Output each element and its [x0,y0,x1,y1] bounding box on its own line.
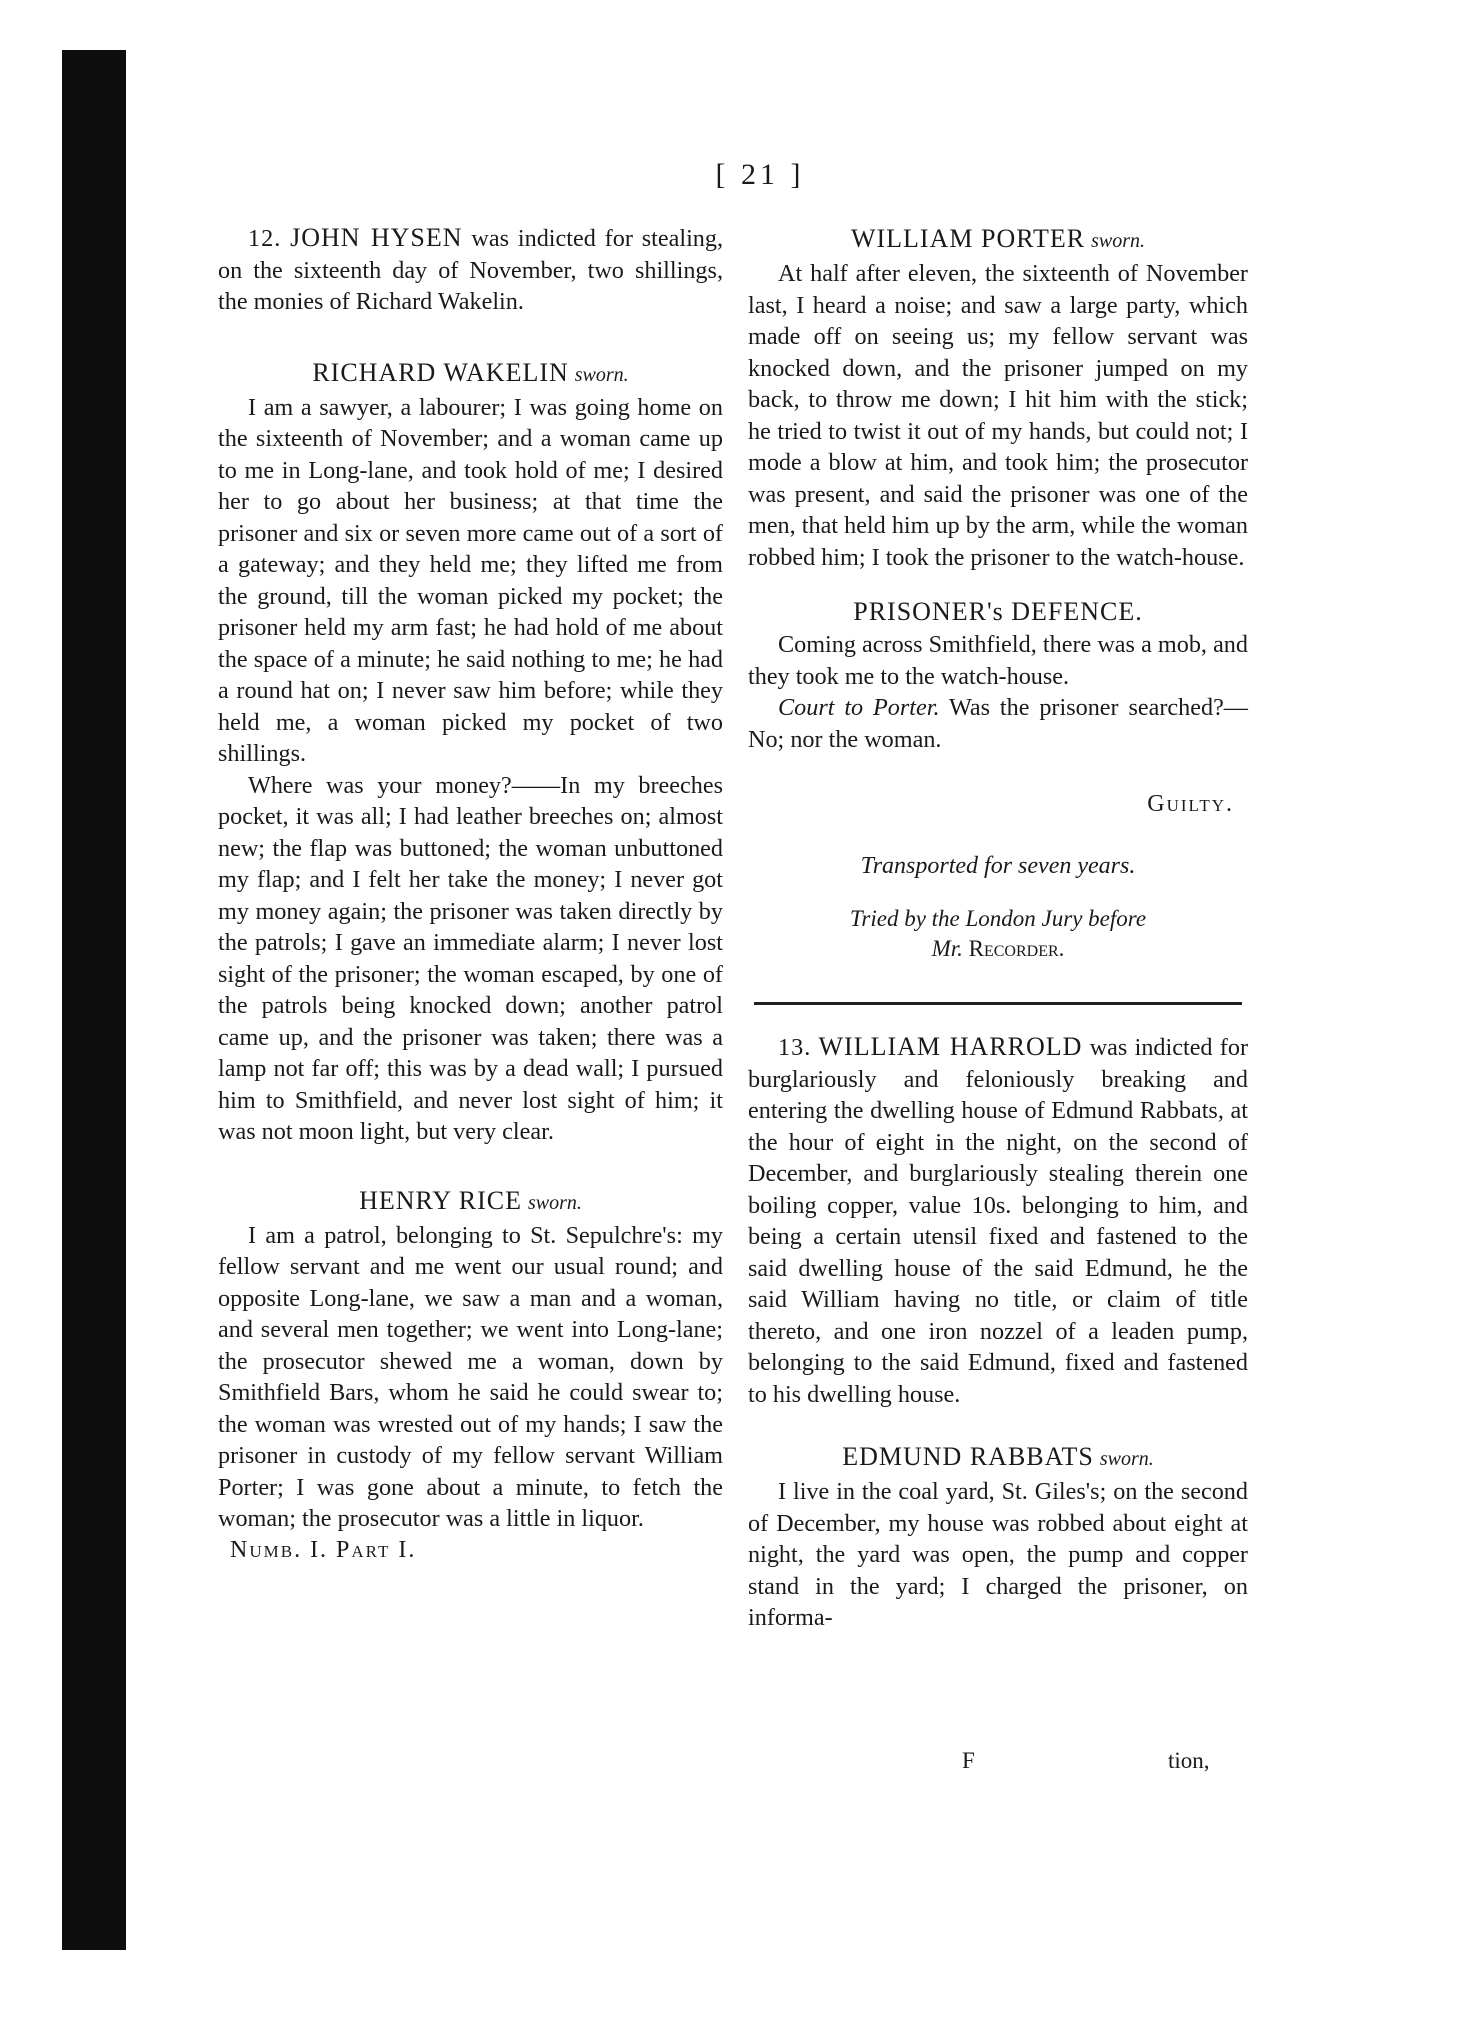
indictment-text: was indicted for burglariously and feloniously breaking and entering the dwelling house of Edmund Rabbats, at the hour of eight in the night, on the second of December, and burglariously stealing therein one boiling copper, value 10s. belonging to him, and being a certain utensil fixed and fastened to the said dwelling house of the said Edmund, he the said William having no title, or claim of title thereto, and one iron nozzel of a leaden pump, belonging to the said Edmund, fixed and fastened to his dwelling house. [748,1034,1249,1408]
trial-recorder: Recorder. [968,936,1065,961]
testimony-paragraph: Where was your money?——In my breeches pocket, it was all; I had leather breeches on; almost new; the flap was buttoned; the woman unbuttoned my flap; and I felt her take the money; I never got my money again; the prisoner was taken directly by the patrols; I gave an immediate alarm; I never lost sight of the prisoner; the woman escaped, by one of the patrols being knocked down; another patrol came up, and the prisoner was taken; there was a lamp not far off; this was by a dead wall; I pursued him to Smithfield, and never lost sight of him; it was not moon light, but very clear. [218,771,723,1145]
sworn-label: sworn. [1099,1448,1154,1470]
court-question-text: Was the prisoner searched?—No; nor the woman. [748,694,1248,753]
witness-heading-wakelin [218,356,723,392]
indictment-text: was indicted for stealing, on the sixteenth day of November, two shillings, the monies of Richard Wakelin. [218,225,724,315]
sworn-label: sworn. [574,363,629,386]
trial-mr: Mr. [931,936,963,961]
right-column [748,222,1248,1634]
page-number: [ 21 ] [715,158,805,191]
trial-judge [748,934,1248,964]
sworn-label: sworn. [527,1191,582,1214]
witness-name: EDMUND RABBATS [842,1442,1094,1471]
trial-note: Tried by the London Jury before [849,906,1147,931]
witness-heading-porter [748,222,1248,258]
defence-heading: PRISONER's DEFENCE. [853,597,1143,626]
case-number: 13. [778,1034,812,1061]
sworn-label: sworn. [1091,230,1146,252]
testimony-paragraph: At half after eleven, the sixteenth of November last, I heard a noise; and saw a large party, which made off on seeing us; my fellow servant was knocked down, and the prisoner jumped on my back, to throw me down; I hit him with the stick; he tried to twist it out of my hands, but could not; I mode a blow at him, and took him; the prosecutor was present, and said the prisoner was one of the men, that held him up by the arm, while the woman robbed him; I took the prisoner to the watch-house. [748,260,1248,571]
catchword: tion, [1168,1748,1210,1773]
left-column [218,222,723,1566]
testimony-paragraph: I am a sawyer, a labourer; I was going home on the sixteenth of November; and a woman came up to me in Long-lane, and took hold of me; I desired her to go about her business; at that time the prisoner and six or seven more came out of a sort of a gateway; and they held me; they lifted me from the ground, till the woman picked my pocket; the prisoner held my arm fast; he had hold of me about the space of a minute; he said nothing to me; he had a round hat on; I never saw him before; while they held me, a woman picked my pocket of two shillings. [218,393,723,767]
signature-mark: F [962,1748,975,1773]
defence-paragraph: Coming across Smithfield, there was a mob, and they took me to the watch-house. [748,631,1248,690]
signature-line: Numb. I. Part I. [230,1536,417,1563]
case-number: 12. [248,225,282,252]
witness-heading-rice [218,1184,723,1220]
testimony-paragraph: I live in the coal yard, St. Giles's; on the second of December, my house was robbed about eight at night, the yard was open, the pump and copper stand in the yard; I charged the prisoner, on informa- [748,1478,1248,1631]
defendant-name: JOHN HYSEN [290,223,463,252]
court-question [748,692,1248,755]
court-label: Court to Porter. [778,694,940,721]
verdict: Guilty. [1147,791,1234,817]
defendant-name: WILLIAM HARROLD [818,1032,1083,1061]
sentence: Transported for seven years. [860,852,1136,879]
witness-heading-rabbats [748,1440,1248,1476]
witness-name: WILLIAM PORTER [850,224,1086,253]
binding-edge [62,50,126,1950]
case-12-entry [218,222,723,318]
witness-name: HENRY RICE [359,1185,522,1215]
witness-name: RICHARD WAKELIN [312,357,569,387]
case-13-entry [748,1031,1248,1410]
testimony-paragraph: I am a patrol, belonging to St. Sepulchre's: my fellow servant and me went our usual round; and opposite Long-lane, we saw a man and a woman, and several men together; we went into Long-lane; the prosecutor shewed me a woman, down by Smithfield Bars, whom he said he could swear to; the woman was wrested out of my hands; I saw the prisoner in custody of my fellow servant William Porter; I was gone about a minute, to fetch the woman; the prosecutor was a little in liquor. [218,1221,723,1532]
